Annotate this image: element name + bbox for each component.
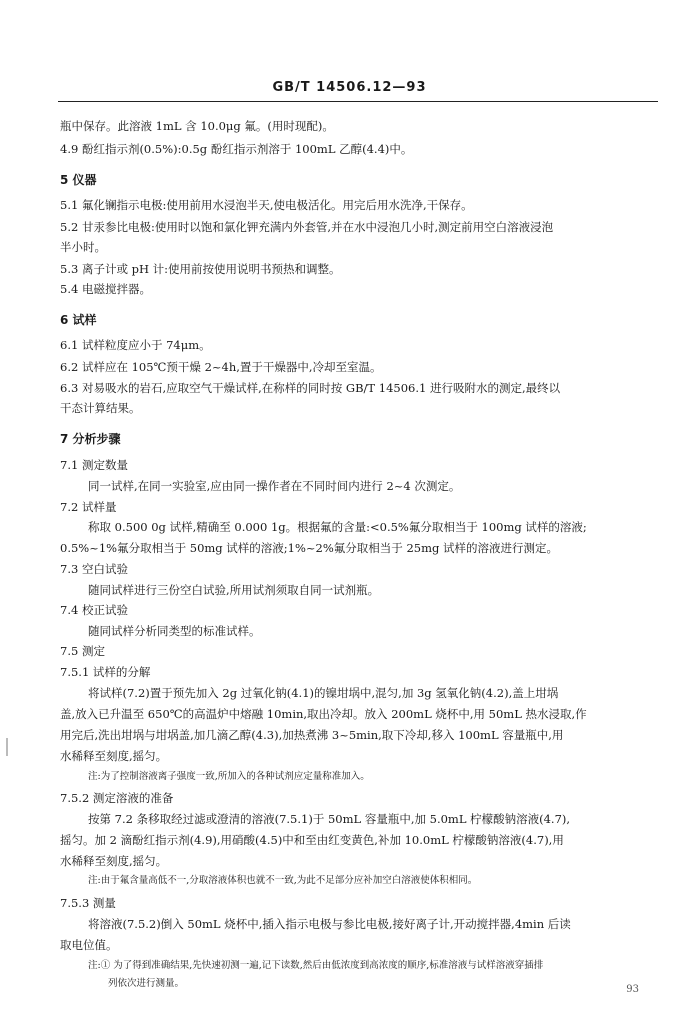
clause-7-5-2-cont1: 摇匀。加 2 滴酚红指示剂(4.9),用硝酸(4.5)中和至由红变黄色,补加 10.0mL 柠檬酸钠溶液(4.7),用 [60, 833, 564, 847]
clause-7-5-1-body: 将试样(7.2)置于预先加入 2g 过氧化钠(4.1)的镍坩埚中,混匀,加 3g 氢氧化钠(4.2),盖上坩埚 [88, 686, 559, 700]
clause-7-5-2: 7.5.2 测定溶液的准备 [60, 791, 174, 805]
clause-7-2: 7.2 试样量 [60, 500, 117, 514]
clause-7-4: 7.4 校正试验 [60, 603, 128, 617]
scan-mark [6, 738, 8, 756]
clause-5-4: 5.4 电磁搅拌器。 [60, 282, 151, 296]
section-heading-5: 5 仪器 [60, 173, 97, 187]
clause-7-2-cont: 0.5%~1%氟分取相当于 50mg 试样的溶液;1%~2%氟分取相当于 25mg 试样的溶液进行测定。 [60, 541, 559, 555]
clause-7-5-1-cont1: 盖,放入已升温至 650℃的高温炉中熔融 10min,取出冷却。放入 200mL 烧杯中,用 50mL 热水浸取,作 [60, 707, 587, 721]
header-rule [58, 101, 658, 102]
clause-7-5-1-cont2: 用完后,洗出坩埚与坩埚盖,加几滴乙醇(4.3),加热煮沸 3~5min,取下冷却,移入 100mL 容量瓶中,用 [60, 728, 564, 742]
clause-7-2-body: 称取 0.500 0g 试样,精确至 0.000 1g。根据氟的含量:<0.5%氟分取相当于 100mg 试样的溶液; [88, 520, 587, 534]
clause-7-5-1: 7.5.1 试样的分解 [60, 665, 151, 679]
clause-7-5-3: 7.5.3 测量 [60, 896, 116, 910]
clause-7-5-1-cont3: 水稀释至刻度,摇匀。 [60, 749, 168, 763]
clause-7-5-3-cont: 取电位值。 [60, 938, 118, 952]
clause-7-5-2-body: 按第 7.2 条移取经过滤或澄清的溶液(7.5.1)于 50mL 容量瓶中,加 5.0mL 柠檬酸钠溶液(4.7), [88, 812, 571, 826]
clause-7-5-2-cont2: 水稀释至刻度,摇匀。 [60, 854, 168, 868]
clause-7-1-body: 同一试样,在同一实验室,应由同一操作者在不同时间内进行 2~4 次测定。 [88, 479, 461, 493]
clause-5-2: 5.2 甘汞参比电极:使用时以饱和氯化钾充满内外套管,并在水中浸泡几小时,测定前用空白溶液浸泡 [60, 220, 554, 234]
clause-7-3-body: 随同试样进行三份空白试验,所用试剂须取自同一试剂瓶。 [88, 583, 380, 597]
clause-7-3: 7.3 空白试验 [60, 562, 128, 576]
clause-7-5: 7.5 测定 [60, 644, 105, 658]
clause-5-2-cont: 半小时。 [60, 240, 106, 254]
clause-7-4-body: 随同试样分析同类型的标准试样。 [88, 624, 261, 638]
clause-7-5-3-body: 将溶液(7.5.2)倒入 50mL 烧杯中,插入指示电极与参比电极,接好离子计,开动搅拌器,4min 后读 [88, 917, 571, 931]
standard-header: GB/T 14506.12—93 [272, 80, 427, 95]
clause-5-1: 5.1 氟化镧指示电极:使用前用水浸泡半天,使电极活化。用完后用水洗净,干保存。 [60, 198, 473, 212]
clause-6-3-cont: 干态计算结果。 [60, 401, 141, 415]
clause-5-3: 5.3 离子计或 pH 计:使用前按使用说明书预热和调整。 [60, 262, 341, 276]
page-number: 93 [626, 984, 639, 995]
clause-4-9: 4.9 酚红指示剂(0.5%):0.5g 酚红指示剂溶于 100mL 乙醇(4.4)中。 [60, 142, 413, 156]
clause-6-2: 6.2 试样应在 105℃预干燥 2~4h,置于干燥器中,冷却至室温。 [60, 360, 382, 374]
note-7-5-1: 注:为了控制溶液离子强度一致,所加入的各种试剂应定量称准加入。 [88, 771, 370, 782]
section-heading-6: 6 试样 [60, 313, 97, 327]
note-7-5-2: 注:由于氟含量高低不一,分取溶液体积也就不一致,为此不足部分应补加空白溶液使体积相同。 [88, 875, 478, 886]
section-heading-7: 7 分析步骤 [60, 432, 121, 446]
note-7-5-3-cont: 列依次进行测量。 [108, 978, 185, 989]
clause-6-3: 6.3 对易吸水的岩石,应取空气干燥试样,在称样的同时按 GB/T 14506.1 进行吸附水的测定,最终以 [60, 381, 561, 395]
clause-7-1: 7.1 测定数量 [60, 458, 128, 472]
clause-6-1: 6.1 试样粒度应小于 74μm。 [60, 338, 211, 352]
note-7-5-3: 注:① 为了得到准确结果,先快速初测一遍,记下读数,然后由低浓度到高浓度的顺序,标准溶液与试样溶液穿插排 [88, 960, 544, 971]
body-line: 瓶中保存。此溶液 1mL 含 10.0μg 氟。(用时现配)。 [60, 119, 334, 133]
